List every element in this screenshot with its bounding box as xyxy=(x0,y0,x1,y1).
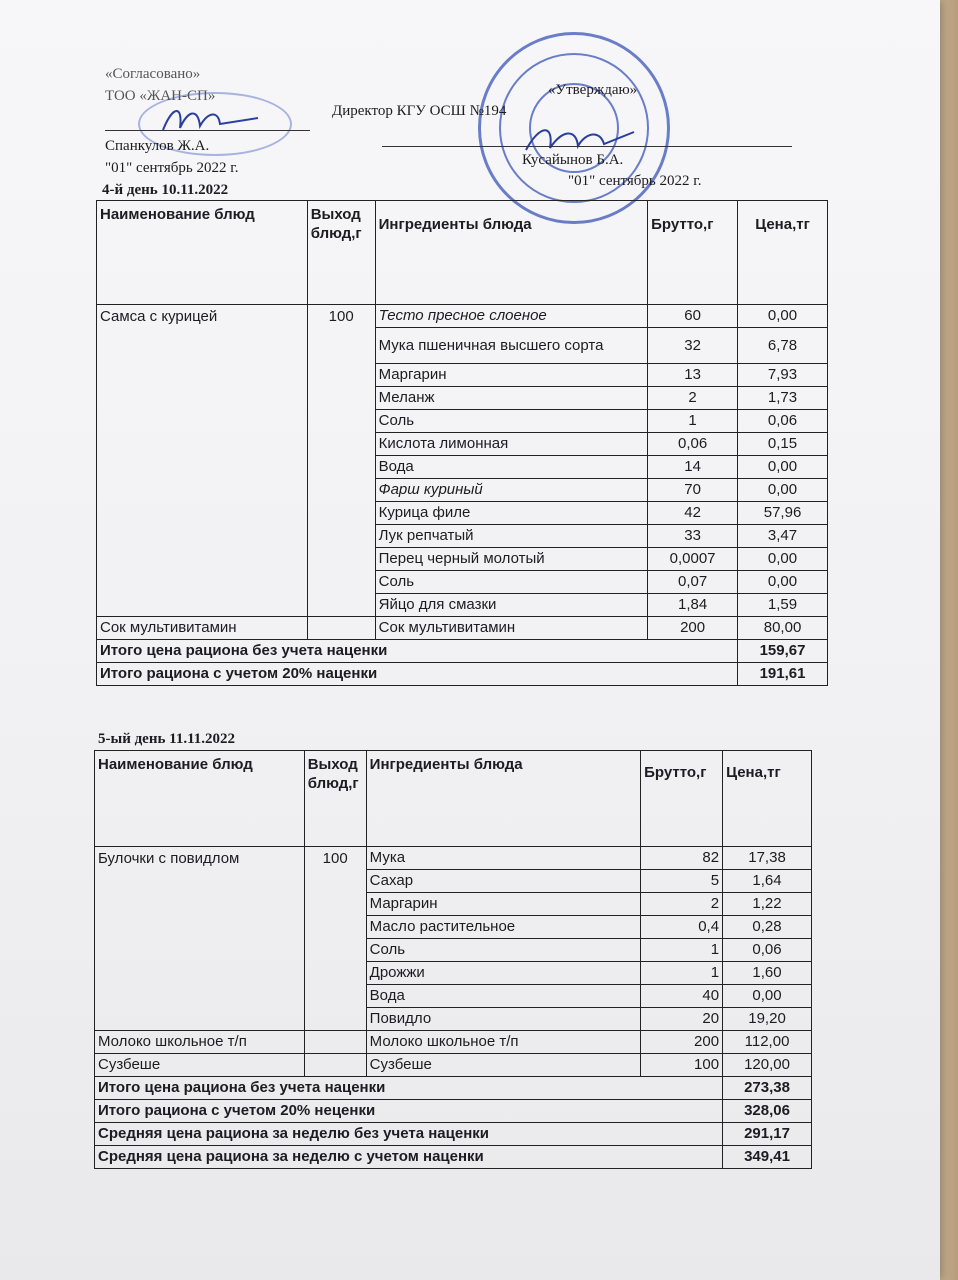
total-label: Итого цена рациона без учета наценки xyxy=(97,640,738,663)
total-row xyxy=(97,640,828,663)
ingredient-price: 57,96 xyxy=(738,502,828,525)
table-row xyxy=(95,847,812,870)
ingredient-name: Кислота лимонная xyxy=(375,433,647,456)
col-yield: Выход блюд,г xyxy=(307,201,375,305)
table-header-row xyxy=(97,201,828,305)
director-signature-line xyxy=(382,146,792,147)
dish-name: Булочки с повидлом xyxy=(95,847,305,1031)
col-brutto: Брутто,г xyxy=(648,201,738,305)
ingredient-price: 0,00 xyxy=(738,456,828,479)
ingredient-price: 0,00 xyxy=(723,985,812,1008)
ingredient-name: Фарш куриный xyxy=(375,479,647,502)
dish-yield xyxy=(304,1054,366,1077)
ingredient-price: 1,73 xyxy=(738,387,828,410)
week-average-markup-row xyxy=(95,1146,812,1169)
ingredient-brutto: 0,06 xyxy=(648,433,738,456)
ingredient-name: Тесто пресное слоеное xyxy=(375,305,647,328)
col-ingredients: Ингредиенты блюда xyxy=(375,201,647,305)
week-average-label: Средняя цена рациона за неделю без учета наценки xyxy=(95,1123,723,1146)
total-markup-row xyxy=(97,663,828,686)
day5-menu-table xyxy=(94,750,812,1169)
ingredient-brutto: 82 xyxy=(641,847,723,870)
ingredient-brutto: 42 xyxy=(648,502,738,525)
ingredient-brutto: 1 xyxy=(648,410,738,433)
table-row xyxy=(97,617,828,640)
ingredient-price: 0,00 xyxy=(738,571,828,594)
ingredient-brutto: 2 xyxy=(648,387,738,410)
agreed-date: "01" сентябрь 2022 г. xyxy=(105,160,239,176)
ingredient-name: Соль xyxy=(375,410,647,433)
agreed-person: Спанкулов Ж.А. xyxy=(105,138,210,154)
ingredient-brutto: 1,84 xyxy=(648,594,738,617)
ingredient-brutto: 0,4 xyxy=(641,916,723,939)
total-markup-label: Итого рациона с учетом 20% неценки xyxy=(95,1100,723,1123)
table-header-row xyxy=(95,751,812,847)
agreed-signature xyxy=(158,100,268,140)
total-value: 159,67 xyxy=(738,640,828,663)
ingredient-brutto: 70 xyxy=(648,479,738,502)
dish-name: Самса с курицей xyxy=(97,305,308,617)
ingredient-name: Вода xyxy=(375,456,647,479)
ingredient-name: Меланж xyxy=(375,387,647,410)
col-dish: Наименование блюд xyxy=(95,751,305,847)
ingredient-brutto: 1 xyxy=(641,962,723,985)
ingredient-price: 3,47 xyxy=(738,525,828,548)
day4-title: 4-й день 10.11.2022 xyxy=(102,182,229,198)
ingredient-price: 1,64 xyxy=(723,870,812,893)
ingredient-price: 80,00 xyxy=(738,617,828,640)
director-name: Кусайынов Б.А. xyxy=(522,152,624,168)
ingredient-name: Сок мультивитамин xyxy=(375,617,647,640)
agreed-org: ТОО «ЖАН-СП» xyxy=(105,88,216,104)
ingredient-brutto: 32 xyxy=(648,328,738,364)
dish-name: Молоко школьное т/п xyxy=(95,1031,305,1054)
total-markup-label: Итого рациона с учетом 20% наценки xyxy=(97,663,738,686)
total-value: 273,38 xyxy=(723,1077,812,1100)
dish-yield: 100 xyxy=(304,847,366,1031)
ingredient-price: 1,22 xyxy=(723,893,812,916)
dish-name: Сок мультивитамин xyxy=(97,617,308,640)
agreed-signature-line xyxy=(105,130,310,131)
ingredient-name: Маргарин xyxy=(366,893,640,916)
ingredient-name: Масло растительное xyxy=(366,916,640,939)
total-markup-row xyxy=(95,1100,812,1123)
ingredient-price: 7,93 xyxy=(738,364,828,387)
col-yield: Выход блюд,г xyxy=(304,751,366,847)
ingredient-brutto: 200 xyxy=(648,617,738,640)
ingredient-name: Дрожжи xyxy=(366,962,640,985)
ingredient-price: 0,06 xyxy=(738,410,828,433)
ingredient-price: 0,15 xyxy=(738,433,828,456)
ingredient-price: 19,20 xyxy=(723,1008,812,1031)
ingredient-brutto: 20 xyxy=(641,1008,723,1031)
director-title: Директор КГУ ОСШ №194 xyxy=(332,103,507,119)
ingredient-price: 0,00 xyxy=(738,305,828,328)
ingredient-name: Молоко школьное т/п xyxy=(366,1031,640,1054)
table-row xyxy=(97,305,828,328)
total-markup-value: 191,61 xyxy=(738,663,828,686)
ingredient-brutto: 0,0007 xyxy=(648,548,738,571)
ingredient-price: 1,59 xyxy=(738,594,828,617)
ingredient-brutto: 2 xyxy=(641,893,723,916)
ingredient-brutto: 13 xyxy=(648,364,738,387)
ingredient-brutto: 100 xyxy=(641,1054,723,1077)
dish-yield: 100 xyxy=(307,305,375,617)
ingredient-name: Курица филе xyxy=(375,502,647,525)
col-price: Цена,тг xyxy=(723,751,812,847)
ingredient-name: Лук репчатый xyxy=(375,525,647,548)
ingredient-name: Соль xyxy=(366,939,640,962)
week-average-row xyxy=(95,1123,812,1146)
day5-title: 5-ый день 11.11.2022 xyxy=(98,731,236,747)
col-brutto: Брутто,г xyxy=(641,751,723,847)
ingredient-name: Сузбеше xyxy=(366,1054,640,1077)
ingredient-price: 0,00 xyxy=(738,479,828,502)
week-average-markup-value: 349,41 xyxy=(723,1146,812,1169)
ingredient-brutto: 14 xyxy=(648,456,738,479)
ingredient-name: Соль xyxy=(375,571,647,594)
ingredient-price: 120,00 xyxy=(723,1054,812,1077)
col-dish: Наименование блюд xyxy=(97,201,308,305)
approved-date: "01" сентябрь 2022 г. xyxy=(568,173,702,189)
ingredient-brutto: 5 xyxy=(641,870,723,893)
dish-name: Сузбеше xyxy=(95,1054,305,1077)
ingredient-price: 112,00 xyxy=(723,1031,812,1054)
ingredient-price: 17,38 xyxy=(723,847,812,870)
day4-menu-table xyxy=(96,200,828,686)
ingredient-name: Вода xyxy=(366,985,640,1008)
total-row xyxy=(95,1077,812,1100)
dish-yield xyxy=(307,617,375,640)
ingredient-price: 0,28 xyxy=(723,916,812,939)
ingredient-name: Повидло xyxy=(366,1008,640,1031)
dish-yield xyxy=(304,1031,366,1054)
total-label: Итого цена рациона без учета наценки xyxy=(95,1077,723,1100)
ingredient-brutto: 40 xyxy=(641,985,723,1008)
ingredient-name: Мука xyxy=(366,847,640,870)
table-row xyxy=(95,1031,812,1054)
ingredient-name: Перец черный молотый xyxy=(375,548,647,571)
week-average-value: 291,17 xyxy=(723,1123,812,1146)
ingredient-brutto: 1 xyxy=(641,939,723,962)
ingredient-name: Сахар xyxy=(366,870,640,893)
ingredient-brutto: 60 xyxy=(648,305,738,328)
ingredient-price: 0,00 xyxy=(738,548,828,571)
table-row xyxy=(95,1054,812,1077)
ingredient-name: Маргарин xyxy=(375,364,647,387)
ingredient-price: 0,06 xyxy=(723,939,812,962)
ingredient-brutto: 0,07 xyxy=(648,571,738,594)
ingredient-name: Мука пшеничная высшего сорта xyxy=(375,328,647,364)
col-price: Цена,тг xyxy=(738,201,828,305)
ingredient-name: Яйцо для смазки xyxy=(375,594,647,617)
agreed-label: «Согласовано» xyxy=(105,66,201,82)
total-markup-value: 328,06 xyxy=(723,1100,812,1123)
approved-label: «Утверждаю» xyxy=(548,82,638,98)
col-ingredients: Ингредиенты блюда xyxy=(366,751,640,847)
ingredient-brutto: 33 xyxy=(648,525,738,548)
ingredient-brutto: 200 xyxy=(641,1031,723,1054)
week-average-markup-label: Средняя цена рациона за неделю с учетом наценки xyxy=(95,1146,723,1169)
ingredient-price: 1,60 xyxy=(723,962,812,985)
ingredient-price: 6,78 xyxy=(738,328,828,364)
